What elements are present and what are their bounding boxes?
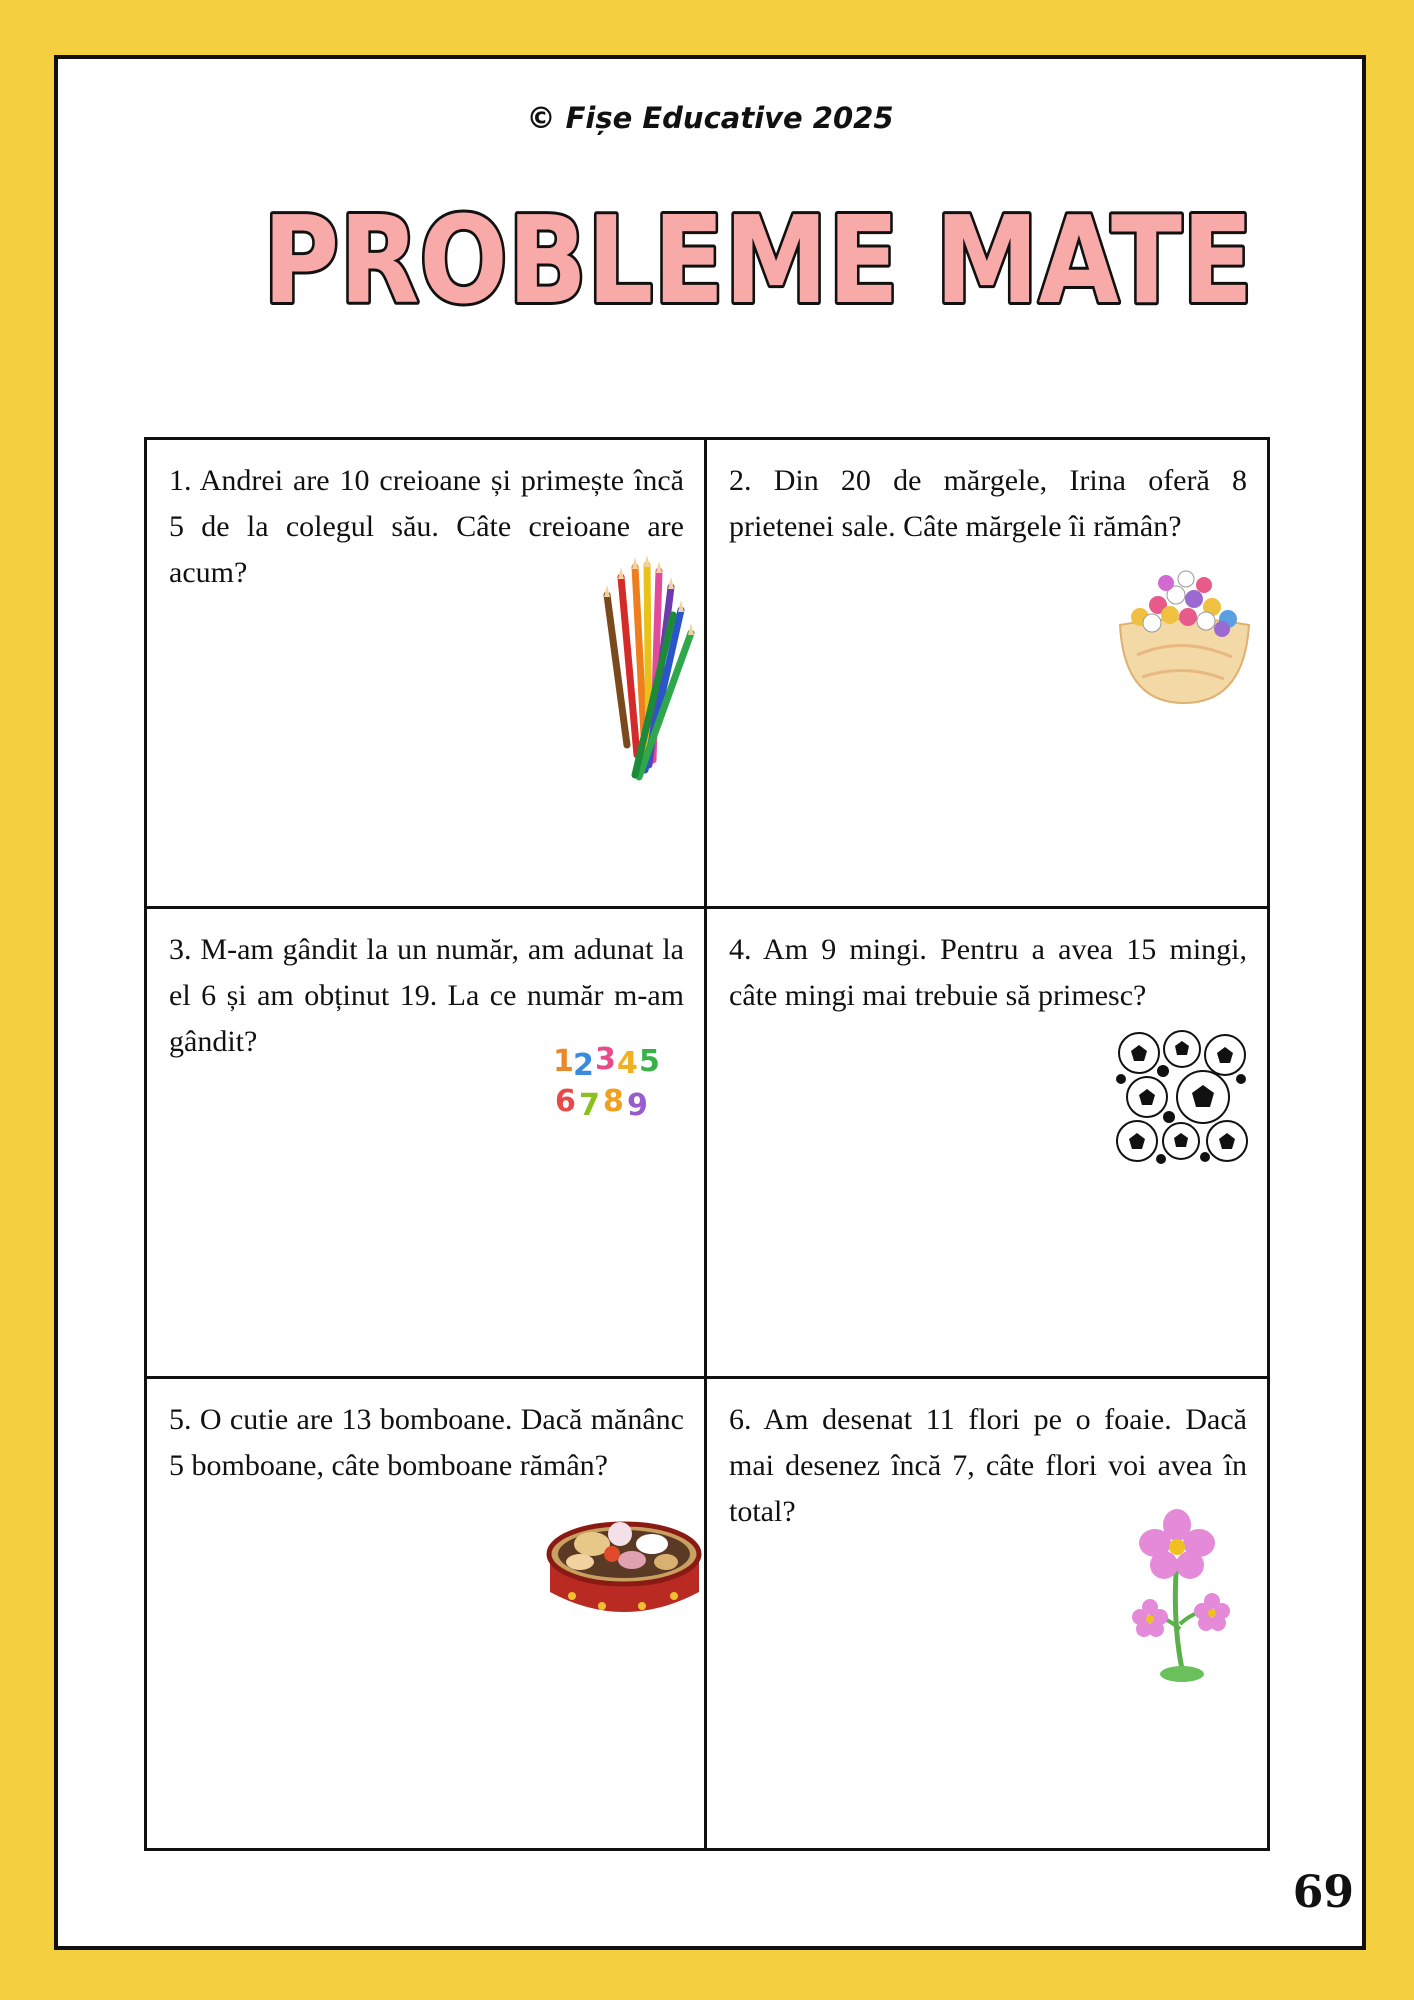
number-glyph: 6 (555, 1084, 576, 1120)
problem-text: 5. O cutie are 13 bomboane. Dacă mănânc 5 bomboane, câte bomboane rămân? (169, 1402, 684, 1482)
candy-box-icon (542, 1504, 707, 1624)
copyright-text: © Fișe Educative 2025 (526, 101, 894, 135)
problem-cell-6 (707, 1379, 1267, 1848)
problem-cell-3 (147, 909, 707, 1378)
page-title-text: PROBLEME MATE (263, 192, 1253, 331)
worksheet-page (54, 55, 1366, 1950)
problem-text: 1. Andrei are 10 creioane și primește încă 5 de la colegul său. Câte creioane are acum? (169, 464, 684, 589)
problem-cell-1 (147, 440, 707, 909)
problem-text: 2. Din 20 de mărgele, Irina oferă 8 prietenei sale. Câte mărgele îi rămân? (729, 464, 1247, 543)
number-glyph: 2 (573, 1048, 594, 1084)
number-glyph: 9 (627, 1088, 648, 1124)
bead-bowl-icon (1112, 565, 1257, 710)
soccer-balls-icon (1117, 1031, 1247, 1161)
numbers-icon (547, 1039, 667, 1124)
number-glyph: 4 (617, 1046, 638, 1082)
problem-cell-5 (147, 1379, 707, 1848)
number-glyph: 1 (553, 1044, 574, 1080)
page-number: 69 (1292, 1867, 1354, 1918)
page-title (228, 189, 1288, 329)
number-glyph: 8 (603, 1084, 624, 1120)
number-glyph: 3 (595, 1042, 616, 1078)
problem-cell-4 (707, 909, 1267, 1378)
colored-pencils-icon (587, 555, 697, 785)
problem-cell-2 (707, 440, 1267, 909)
number-glyph: 7 (579, 1088, 600, 1124)
problem-text: 3. M-am gândit la un număr, am adunat la el 6 și am obținut 19. La ce număr m-am gândit? (169, 933, 684, 1059)
problem-text: 6. Am desenat 11 flori pe o foaie. Dacă mai desenez încă 7, câte flori voi avea în total? (729, 1402, 1247, 1528)
problem-text: 4. Am 9 mingi. Pentru a avea 15 mingi, câte mingi mai trebuie să primesc? (729, 933, 1247, 1013)
flower-icon (1122, 1509, 1242, 1684)
problems-grid (144, 437, 1270, 1851)
number-glyph: 5 (639, 1044, 660, 1080)
